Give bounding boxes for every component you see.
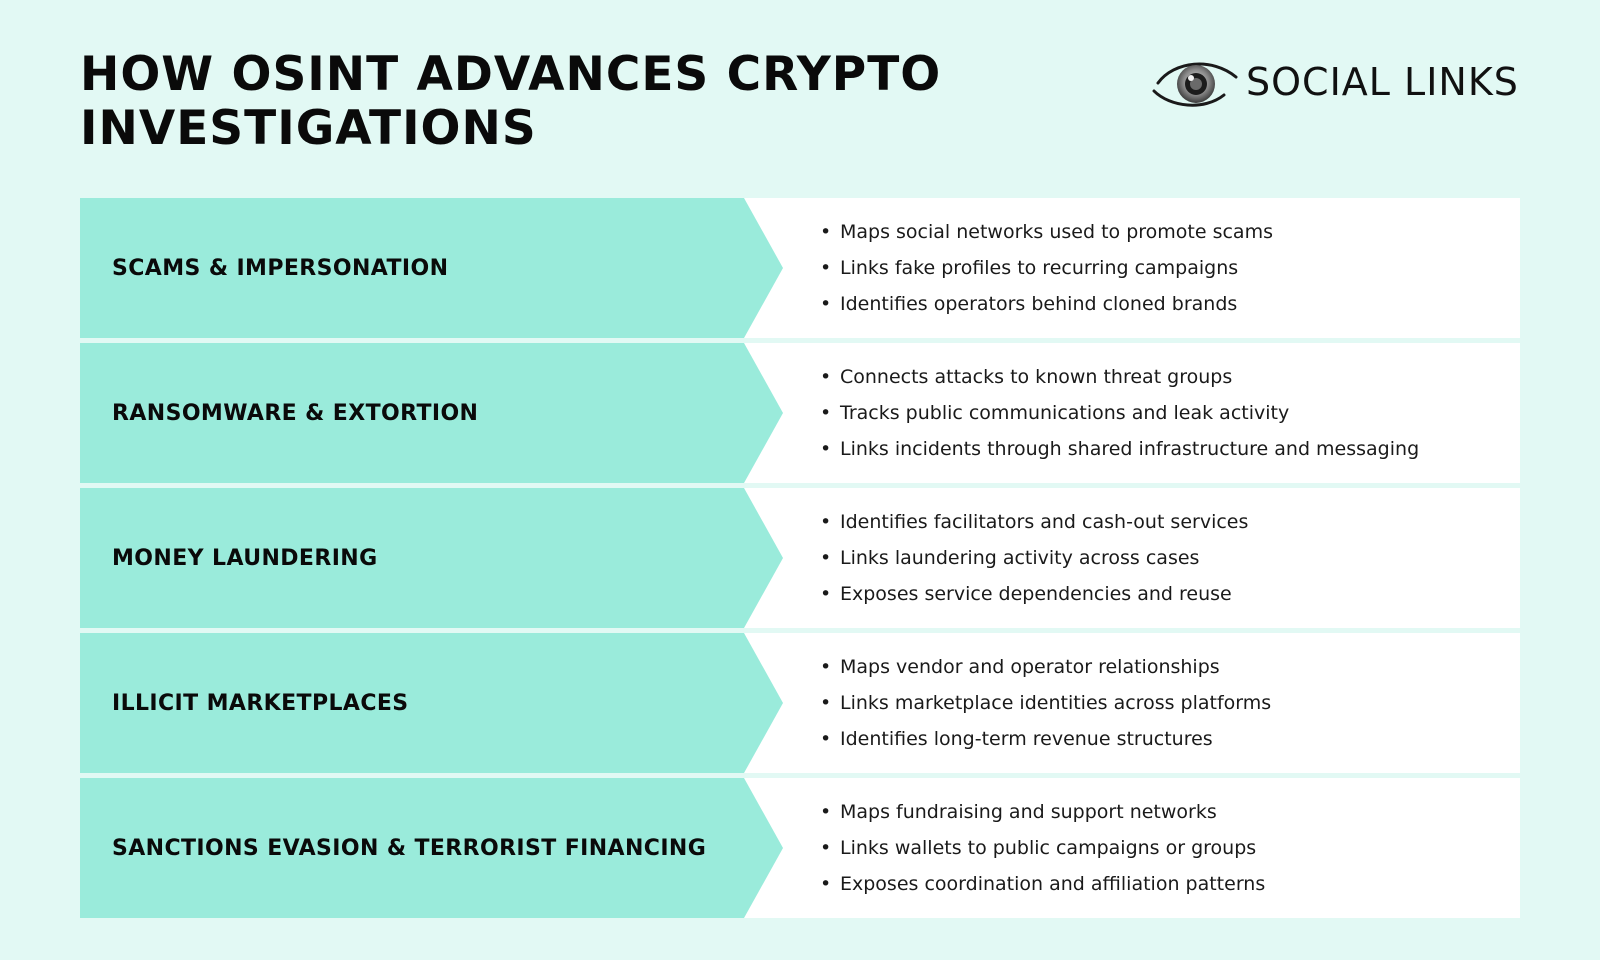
bullet-item <box>820 685 1510 721</box>
bullet-list <box>820 198 1510 338</box>
bullet-text: Links laundering activity across cases <box>840 547 1200 569</box>
bullet-dot-icon: • <box>820 366 832 388</box>
bullet-dot-icon: • <box>820 293 832 315</box>
bullet-item <box>820 794 1510 830</box>
bullet-item <box>820 576 1510 612</box>
bullet-item <box>820 250 1510 286</box>
bullet-text: Maps social networks used to promote scams <box>840 221 1273 243</box>
category-row <box>80 343 1520 483</box>
bullet-text: Identifies long-term revenue structures <box>840 728 1213 750</box>
category-table <box>80 198 1520 923</box>
bullet-text: Maps fundraising and support networks <box>840 801 1217 823</box>
category-label: MONEY LAUNDERING <box>112 545 378 571</box>
bullet-dot-icon: • <box>820 402 832 424</box>
bullet-text: Maps vendor and operator relationships <box>840 656 1220 678</box>
bullet-dot-icon: • <box>820 221 832 243</box>
bullet-dot-icon: • <box>820 656 832 678</box>
bullet-item <box>820 721 1510 757</box>
bullet-text: Links fake profiles to recurring campaigns <box>840 257 1239 279</box>
bullet-list <box>820 343 1510 483</box>
logo-text: SOCIAL LINKS <box>1246 60 1519 104</box>
bullet-text: Exposes service dependencies and reuse <box>840 583 1232 605</box>
bullet-dot-icon: • <box>820 257 832 279</box>
bullet-text: Exposes coordination and affiliation patterns <box>840 873 1266 895</box>
bullet-text: Links marketplace identities across platforms <box>840 692 1272 714</box>
bullet-item <box>820 395 1510 431</box>
bullet-item <box>820 286 1510 322</box>
bullet-text: Links wallets to public campaigns or groups <box>840 837 1257 859</box>
bullet-text: Identifies facilitators and cash-out services <box>840 511 1249 533</box>
bullet-text: Connects attacks to known threat groups <box>840 366 1233 388</box>
bullet-item <box>820 830 1510 866</box>
category-row <box>80 198 1520 338</box>
bullet-item <box>820 431 1510 467</box>
category-label: SANCTIONS EVASION & TERRORIST FINANCING <box>112 835 707 861</box>
bullet-item <box>820 649 1510 685</box>
bullet-text: Links incidents through shared infrastructure and messaging <box>840 438 1420 460</box>
category-row <box>80 778 1520 918</box>
bullet-item <box>820 214 1510 250</box>
category-row <box>80 488 1520 628</box>
bullet-list <box>820 633 1510 773</box>
bullet-dot-icon: • <box>820 873 832 895</box>
bullet-dot-icon: • <box>820 547 832 569</box>
bullet-dot-icon: • <box>820 837 832 859</box>
bullet-text: Tracks public communications and leak activity <box>840 402 1290 424</box>
bullet-item <box>820 866 1510 902</box>
eye-icon <box>1152 51 1238 113</box>
bullet-dot-icon: • <box>820 692 832 714</box>
bullet-list <box>820 488 1510 628</box>
bullet-item <box>820 504 1510 540</box>
bullet-dot-icon: • <box>820 511 832 533</box>
bullet-dot-icon: • <box>820 438 832 460</box>
bullet-text: Identifies operators behind cloned brands <box>840 293 1238 315</box>
bullet-dot-icon: • <box>820 583 832 605</box>
title-line-2: INVESTIGATIONS <box>80 101 537 156</box>
category-label: RANSOMWARE & EXTORTION <box>112 400 479 426</box>
bullet-dot-icon: • <box>820 728 832 750</box>
social-links-logo <box>1152 50 1519 114</box>
category-label: ILLICIT MARKETPLACES <box>112 690 409 716</box>
bullet-list <box>820 778 1510 918</box>
page-title <box>80 48 980 156</box>
category-row <box>80 633 1520 773</box>
bullet-item <box>820 540 1510 576</box>
category-label: SCAMS & IMPERSONATION <box>112 255 449 281</box>
bullet-item <box>820 359 1510 395</box>
bullet-dot-icon: • <box>820 801 832 823</box>
title-line-1: HOW OSINT ADVANCES CRYPTO <box>80 47 942 102</box>
